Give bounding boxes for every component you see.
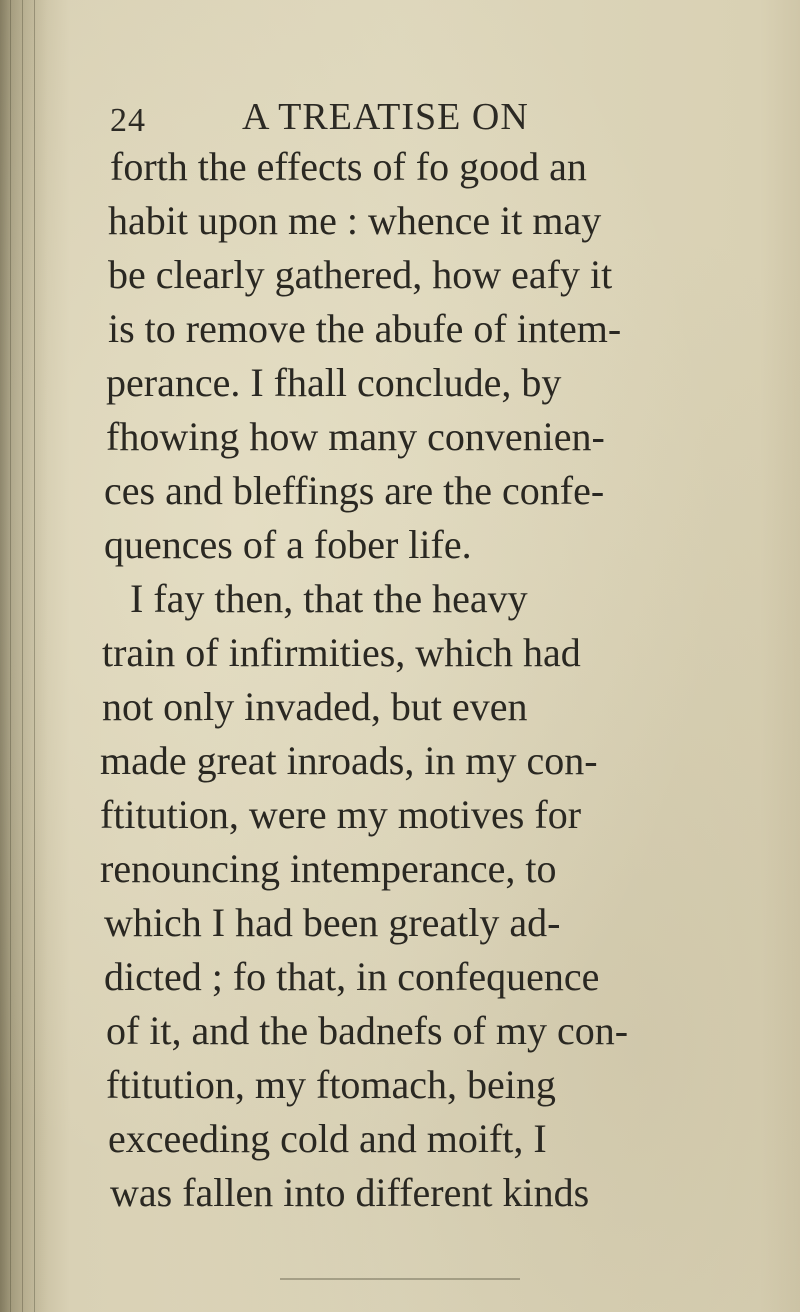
- text-line: ftitution, my ftomach, being: [106, 1062, 556, 1107]
- text-line: made great inroads, in my con-: [100, 738, 598, 783]
- text-line: ces and bleffings are the confe-: [104, 468, 605, 513]
- text-line: not only invaded, but even: [102, 684, 528, 729]
- text-line: of it, and the badnefs of my con-: [106, 1008, 629, 1053]
- running-head: A TREATISE ON: [242, 96, 529, 138]
- page-gutter-shadow: [0, 0, 48, 1312]
- text-line: exceeding cold and moift, I: [108, 1116, 547, 1161]
- text-line: which I had been greatly ad-: [104, 900, 561, 945]
- page-header: [110, 92, 670, 142]
- text-line: renouncing intemperance, to: [100, 846, 557, 891]
- text-line: was fallen into different kinds: [110, 1170, 590, 1215]
- text-line: I fay then, that the heavy: [130, 576, 528, 621]
- text-line: fhowing how many convenien-: [106, 414, 605, 459]
- text-line: habit upon me : whence it may: [108, 198, 602, 243]
- gutter-line: [22, 0, 23, 1312]
- gutter-line: [34, 0, 35, 1312]
- text-line: quences of a fober life.: [104, 522, 472, 567]
- page-number: 24: [110, 102, 146, 139]
- bottom-rule: [280, 1278, 520, 1280]
- text-line: ftitution, were my motives for: [100, 792, 582, 837]
- text-line: dicted ; fo that, in confequence: [104, 954, 600, 999]
- text-line: be clearly gathered, how eafy it: [108, 252, 613, 297]
- text-line: forth the effects of fo good an: [110, 144, 587, 189]
- text-line: train of infirmities, which had: [102, 630, 581, 675]
- text-line: is to remove the abufe of intem-: [108, 306, 622, 351]
- text-line: perance. I fhall conclude, by: [106, 360, 562, 405]
- gutter-line: [10, 0, 11, 1312]
